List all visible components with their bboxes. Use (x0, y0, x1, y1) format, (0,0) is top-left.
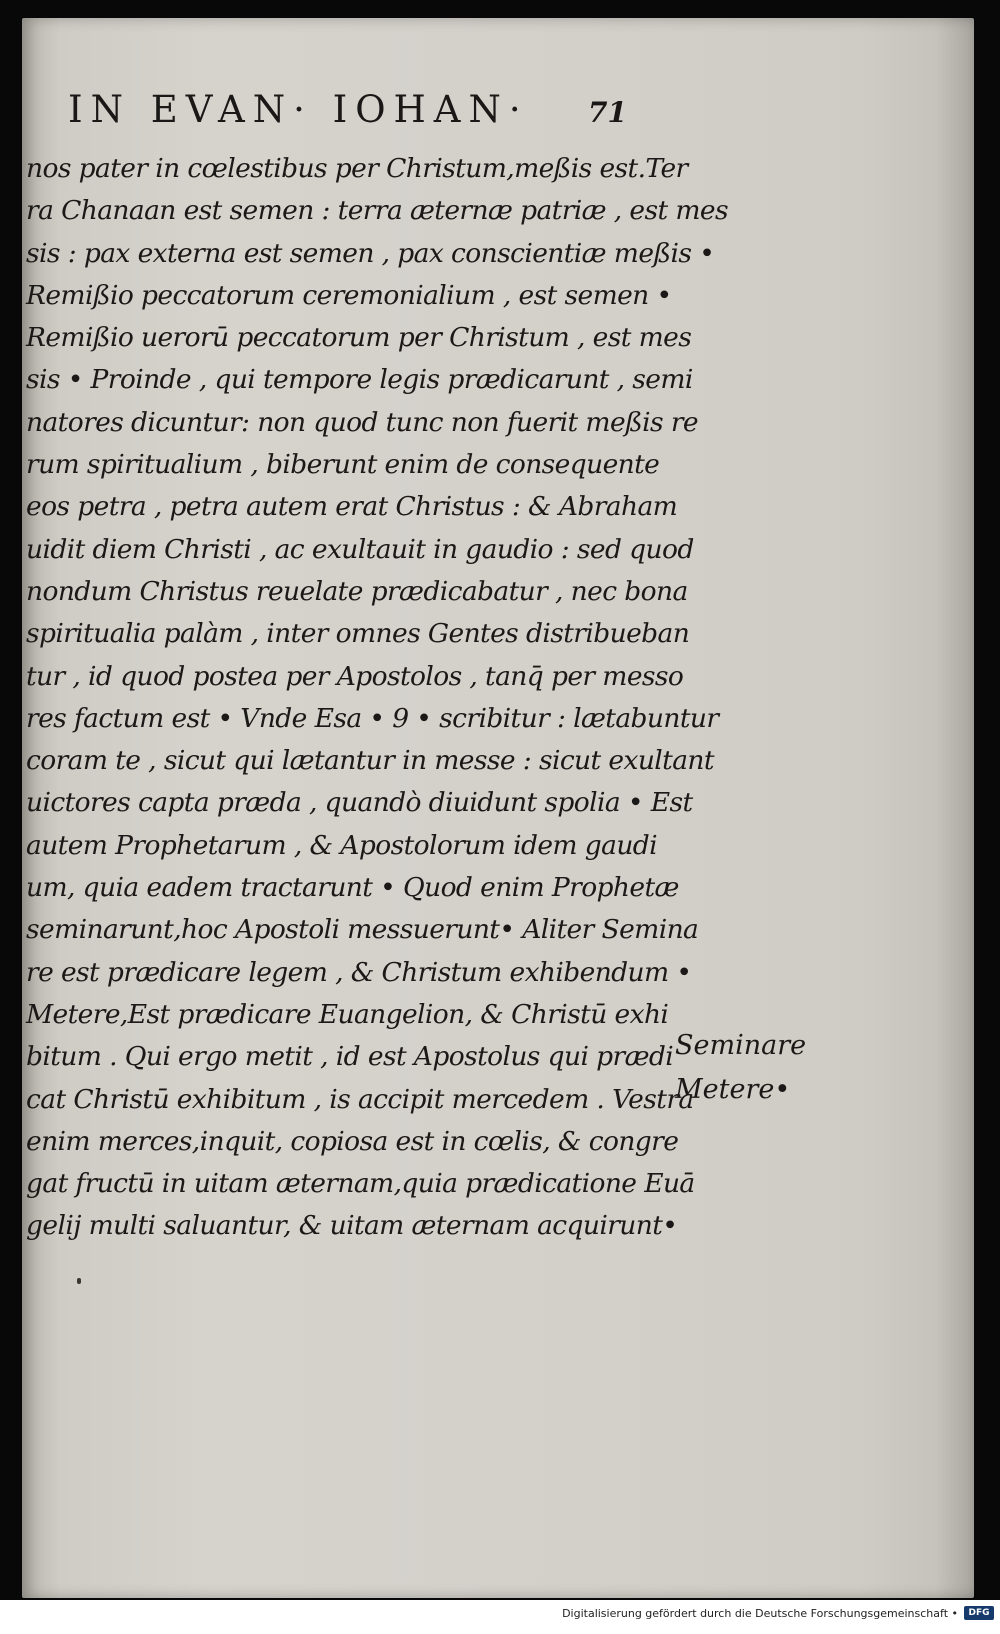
margin-note-seminare: Seminare (675, 1030, 807, 1061)
page-number: 71 (588, 96, 627, 129)
ink-speck (77, 1278, 81, 1284)
text-line: natores dicuntur: non quod tunc non fuerit meßis re (26, 406, 698, 438)
text-line: coram te , sicut qui lætantur in messe : sicut exultant (26, 745, 714, 777)
text-line: sis • Proinde , qui tempore legis prædicarunt , semi (26, 364, 693, 396)
text-line: uictores capta præda , quandò diuidunt spolia • Est (26, 787, 693, 819)
text-line: cat Christū exhibitum , is accipit mercedem . Vestra (26, 1083, 694, 1115)
text-line: re est prædicare legem , & Christum exhibendum • (26, 956, 692, 988)
text-line: seminarunt,hoc Apostoli messuerunt• Aliter Semina (26, 914, 699, 946)
text-line: res factum est • Vnde Esa • 9 • scribitur : lætabuntur (26, 702, 719, 734)
text-line: Metere,Est prædicare Euangelion, & Christū exhi (26, 998, 669, 1030)
text-line: gat fructū in uitam æternam,quia prædicatione Euā (26, 1168, 695, 1200)
text-line: Remißio peccatorum ceremonialium , est semen • (26, 279, 672, 311)
text-line: spiritualia palàm , inter omnes Gentes distribueban (26, 618, 690, 650)
body-text (26, 148, 726, 1248)
text-line: bitum . Qui ergo metit , id est Apostolus qui prædi (26, 1041, 674, 1073)
text-line: rum spiritualium , biberunt enim de consequente (26, 449, 660, 481)
running-head: IN EVAN· IOHAN· (68, 88, 529, 131)
text-line: nondum Christus reuelate prædicabatur , nec bona (26, 575, 688, 607)
text-line: Remißio uerorū peccatorum per Christum , est mes (26, 322, 692, 354)
digitization-credit: Digitalisierung gefördert durch die Deutsche Forschungsgemeinschaft • (562, 1607, 958, 1620)
text-line: uidit diem Christi , ac exultauit in gaudio : sed quod (26, 533, 694, 565)
text-line: sis : pax externa est semen , pax conscientiæ meßis • (26, 237, 715, 269)
text-line: eos petra , petra autem erat Christus : & Abraham (26, 491, 678, 523)
text-line: enim merces,inquit, copiosa est in cœlis, & congre (26, 1125, 679, 1157)
text-line: um, quia eadem tractarunt • Quod enim Prophetæ (26, 872, 679, 904)
text-line: autem Prophetarum , & Apostolorum idem gaudi (26, 829, 658, 861)
text-line: tur , id quod postea per Apostolos , tanq̄ per messo (26, 660, 684, 692)
dfg-logo: DFG (964, 1606, 994, 1620)
text-line: gelij multi saluantur, & uitam æternam acquirunt• (26, 1210, 678, 1242)
margin-note-metere: Metere• (675, 1074, 791, 1105)
text-line: nos pater in cœlestibus per Christum,meßis est.Ter (26, 153, 688, 184)
text-line: ra Chanaan est semen : terra æternæ patriæ , est mes (26, 195, 728, 227)
